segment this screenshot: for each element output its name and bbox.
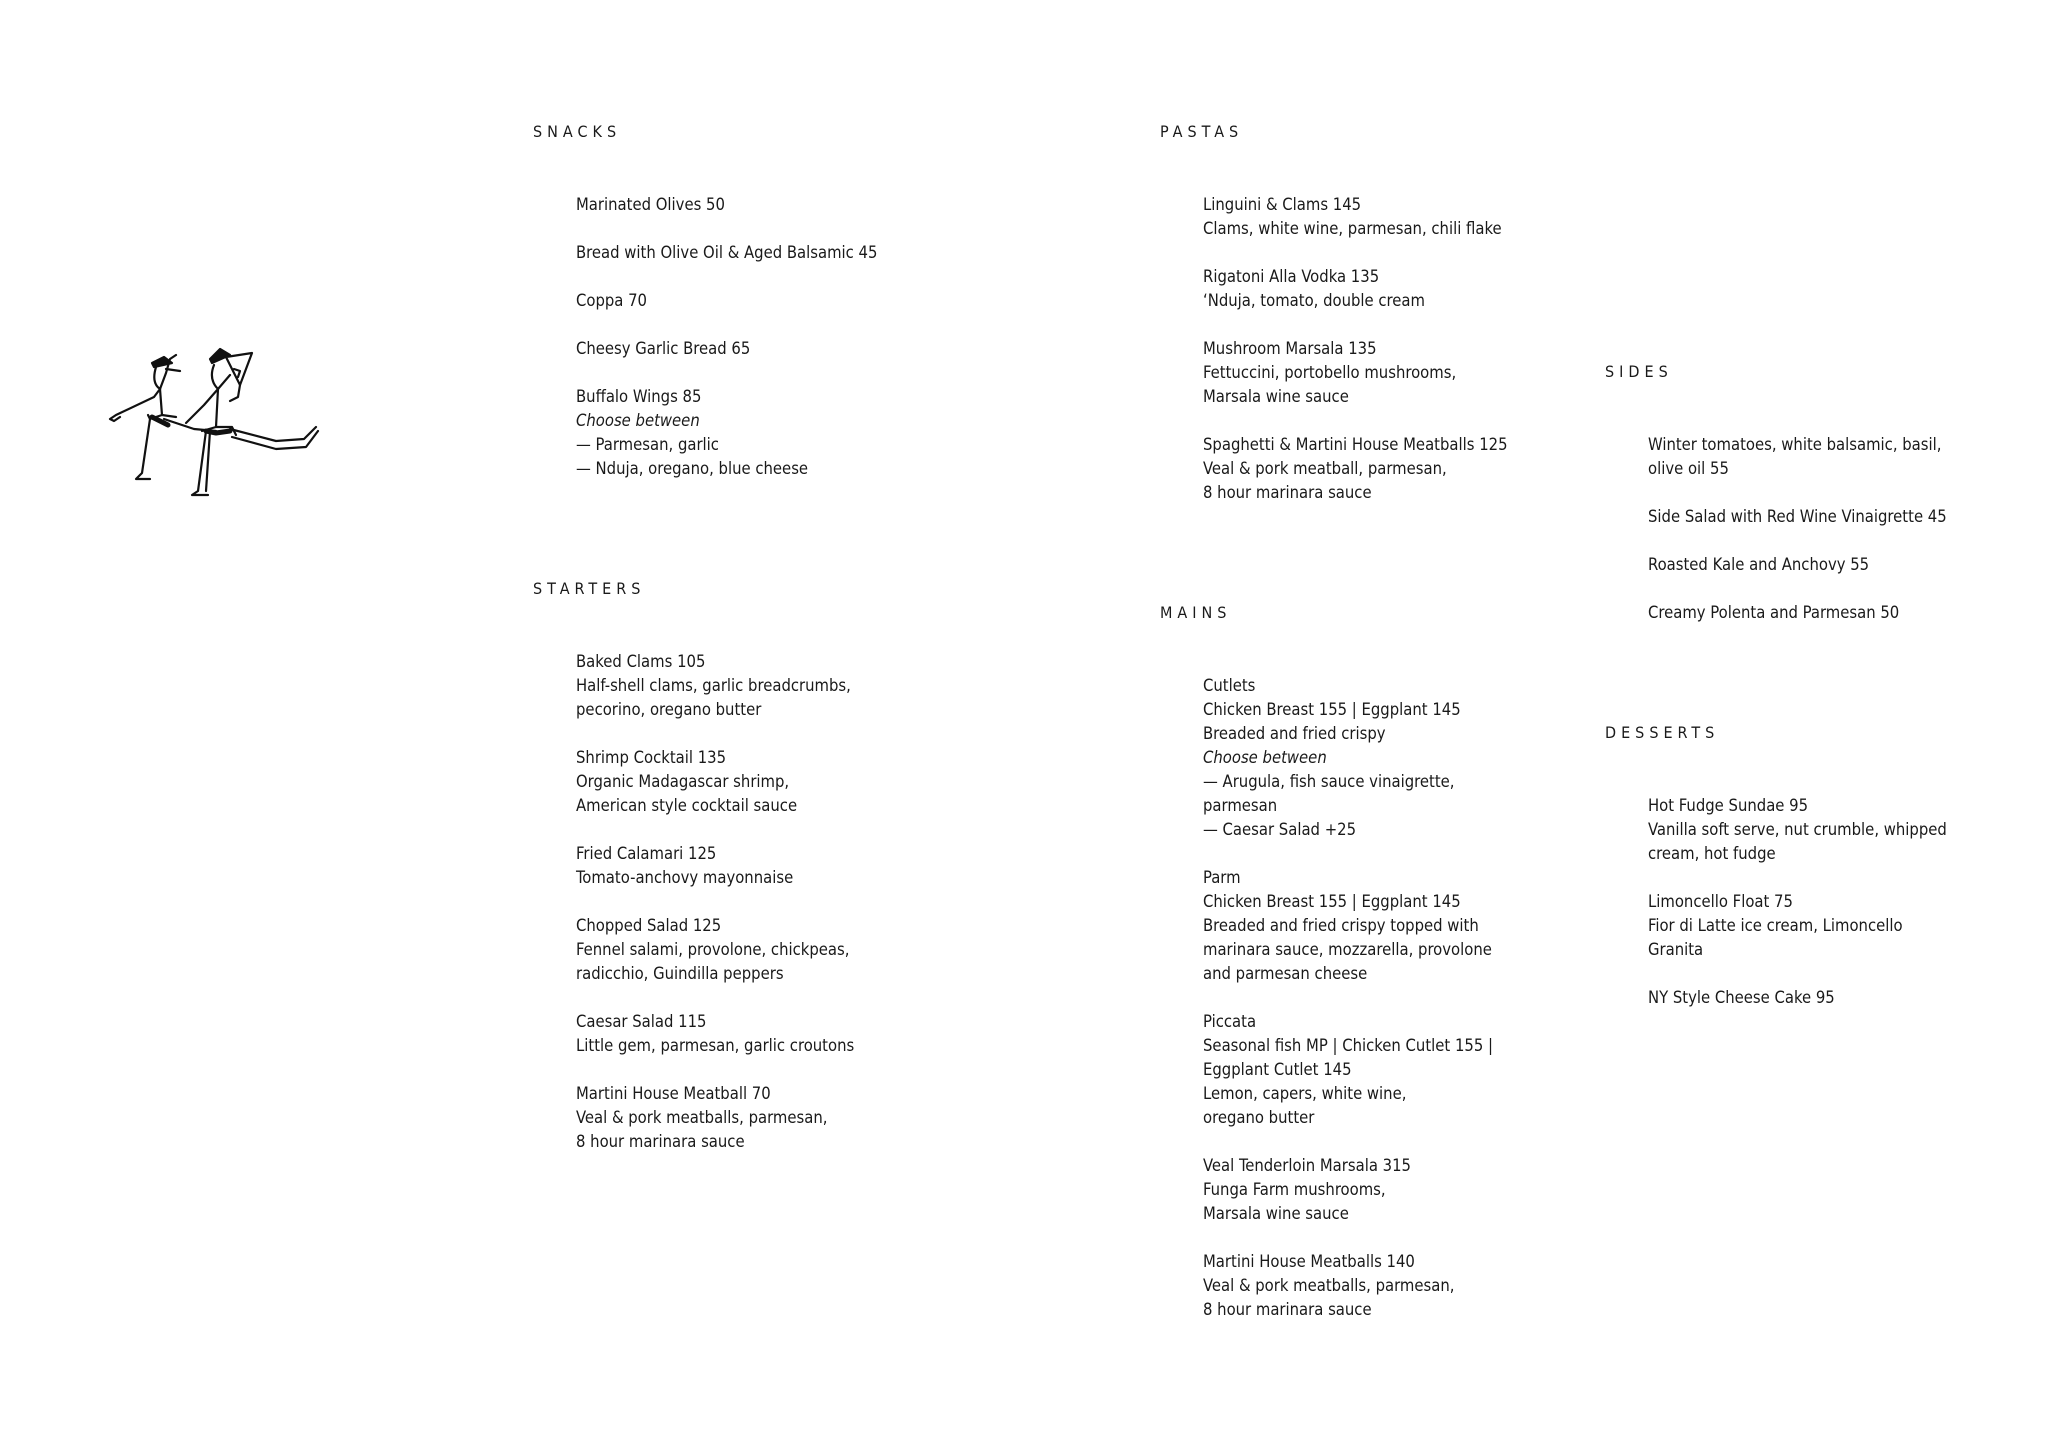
section-starters [533, 579, 854, 1178]
menu-item-description: Veal & pork meatball, parmesan, [1203, 459, 1447, 478]
menu-item [1648, 433, 1947, 481]
menu-item-name: Bread with Olive Oil & Aged Balsamic 45 [576, 243, 878, 262]
section-heading: SIDES [1605, 362, 1673, 381]
menu-item-description: ‘Nduja, tomato, double cream [1203, 291, 1425, 310]
menu-item-name: Mushroom Marsala 135 [1203, 339, 1377, 358]
menu-item-name: Fried Calamari 125 [576, 844, 717, 863]
menu-item [576, 1082, 854, 1154]
menu-item-description: Breaded and fried crispy topped with [1203, 916, 1479, 935]
menu-item-name: Cheesy Garlic Bread 65 [576, 339, 751, 358]
menu-item-description: Fior di Latte ice cream, Limoncello [1648, 916, 1903, 935]
menu-item-description: Marsala wine sauce [1203, 1204, 1349, 1223]
menu-item-name: Linguini & Clams 145 [1203, 195, 1362, 214]
menu-item-name: Martini House Meatballs 140 [1203, 1252, 1415, 1271]
menu-item-description: — Caesar Salad +25 [1203, 820, 1357, 839]
menu-item-description: Half-shell clams, garlic breadcrumbs, [576, 676, 851, 695]
menu-item-name: Winter tomatoes, white balsamic, basil, [1648, 435, 1942, 454]
menu-item [576, 1010, 854, 1058]
menu-item-name: Coppa 70 [576, 291, 647, 310]
menu-item-description: Choose between [576, 411, 700, 430]
menu-item-name: Buffalo Wings 85 [576, 387, 702, 406]
menu-item-description: Clams, white wine, parmesan, chili flake [1203, 219, 1502, 238]
section-mains [1160, 603, 1493, 1346]
menu-item-name: Marinated Olives 50 [576, 195, 725, 214]
section-snacks [533, 122, 877, 505]
dancing-waiters-martini-icon [106, 345, 346, 520]
menu-list [1160, 674, 1493, 1322]
menu-item-description: Lemon, capers, white wine, [1203, 1084, 1407, 1103]
menu-item [1203, 433, 1508, 505]
menu-item [576, 385, 877, 481]
menu-item-name: Cutlets [1203, 676, 1256, 695]
menu-item [1203, 265, 1508, 313]
menu-item-description: Vanilla soft serve, nut crumble, whipped [1648, 820, 1947, 839]
menu-item [1648, 890, 1947, 962]
menu-item-name: Martini House Meatball 70 [576, 1084, 771, 1103]
menu-list [533, 193, 877, 481]
section-heading: DESSERTS [1605, 723, 1720, 742]
menu-item-description: parmesan [1203, 796, 1278, 815]
section-heading: SNACKS [533, 122, 622, 141]
menu-item-name: Baked Clams 105 [576, 652, 706, 671]
menu-item-name: Limoncello Float 75 [1648, 892, 1793, 911]
menu-item-description: 8 hour marinara sauce [1203, 483, 1372, 502]
menu-item-description: and parmesan cheese [1203, 964, 1368, 983]
menu-item [576, 289, 877, 313]
section-sides [1605, 362, 1947, 649]
menu-item-description: olive oil 55 [1648, 459, 1729, 478]
menu-item-description: — Parmesan, garlic [576, 435, 719, 454]
menu-item-description: Veal & pork meatballs, parmesan, [576, 1108, 828, 1127]
section-heading: STARTERS [533, 579, 646, 598]
menu-item [1648, 505, 1947, 529]
menu-item-description: American style cocktail sauce [576, 796, 798, 815]
menu-item [576, 842, 854, 890]
menu-list [533, 650, 854, 1154]
menu-item-description: Fettuccini, portobello mushrooms, [1203, 363, 1457, 382]
menu-item [576, 337, 877, 361]
menu-item-description: Fennel salami, provolone, chickpeas, [576, 940, 850, 959]
menu-item [1648, 601, 1947, 625]
menu-item-description: marinara sauce, mozzarella, provolone [1203, 940, 1492, 959]
menu-item [1203, 1010, 1493, 1130]
menu-list [1605, 794, 1947, 1010]
menu-item-description: Chicken Breast 155 | Eggplant 145 [1203, 892, 1461, 911]
menu-item-description: pecorino, oregano butter [576, 700, 762, 719]
menu-item-description: Little gem, parmesan, garlic croutons [576, 1036, 855, 1055]
menu-item-name: Parm [1203, 868, 1241, 887]
menu-item-description: cream, hot fudge [1648, 844, 1776, 863]
menu-item-name: Side Salad with Red Wine Vinaigrette 45 [1648, 507, 1947, 526]
section-pastas [1160, 122, 1508, 529]
menu-item-name: Spaghetti & Martini House Meatballs 125 [1203, 435, 1508, 454]
menu-item-name: Piccata [1203, 1012, 1257, 1031]
menu-item-description: Chicken Breast 155 | Eggplant 145 [1203, 700, 1461, 719]
menu-item-description: Eggplant Cutlet 145 [1203, 1060, 1352, 1079]
menu-item-description: Granita [1648, 940, 1704, 959]
menu-item [576, 746, 854, 818]
section-heading: MAINS [1160, 603, 1232, 622]
menu-item [1203, 866, 1493, 986]
menu-item-description: radicchio, Guindilla peppers [576, 964, 784, 983]
menu-item-name: Hot Fudge Sundae 95 [1648, 796, 1809, 815]
menu-list [1605, 433, 1947, 625]
menu-item [576, 650, 854, 722]
menu-item-name: Caesar Salad 115 [576, 1012, 707, 1031]
menu-item-description: Marsala wine sauce [1203, 387, 1349, 406]
menu-item [1203, 193, 1508, 241]
menu-item-description: oregano butter [1203, 1108, 1315, 1127]
menu-item-description: Organic Madagascar shrimp, [576, 772, 790, 791]
menu-list [1160, 193, 1508, 505]
menu-item-name: Rigatoni Alla Vodka 135 [1203, 267, 1380, 286]
menu-item-name: Shrimp Cocktail 135 [576, 748, 727, 767]
menu-item [1203, 674, 1493, 842]
menu-item [1203, 1154, 1493, 1226]
menu-item-description: Seasonal fish MP | Chicken Cutlet 155 | [1203, 1036, 1493, 1055]
section-heading: PASTAS [1160, 122, 1244, 141]
section-desserts [1605, 723, 1947, 1034]
menu-item [1203, 1250, 1493, 1322]
menu-item [576, 193, 877, 217]
menu-item [576, 914, 854, 986]
menu-item [1648, 794, 1947, 866]
menu-item-description: 8 hour marinara sauce [576, 1132, 745, 1151]
menu-item-description: — Nduja, oregano, blue cheese [576, 459, 809, 478]
menu-item-name: NY Style Cheese Cake 95 [1648, 988, 1835, 1007]
menu-item-description: — Arugula, fish sauce vinaigrette, [1203, 772, 1455, 791]
menu-item [1203, 337, 1508, 409]
menu-item-name: Chopped Salad 125 [576, 916, 722, 935]
menu-item [1648, 553, 1947, 577]
menu-item-description: Funga Farm mushrooms, [1203, 1180, 1386, 1199]
menu-item-name: Roasted Kale and Anchovy 55 [1648, 555, 1870, 574]
menu-item-name: Veal Tenderloin Marsala 315 [1203, 1156, 1411, 1175]
menu-item [1648, 986, 1947, 1010]
menu-item-name: Creamy Polenta and Parmesan 50 [1648, 603, 1900, 622]
menu-item-description: Choose between [1203, 748, 1327, 767]
menu-item-description: 8 hour marinara sauce [1203, 1300, 1372, 1319]
menu-item-description: Veal & pork meatballs, parmesan, [1203, 1276, 1455, 1295]
menu-item-description: Tomato-anchovy mayonnaise [576, 868, 794, 887]
menu-item-description: Breaded and fried crispy [1203, 724, 1386, 743]
menu-item [576, 241, 877, 265]
